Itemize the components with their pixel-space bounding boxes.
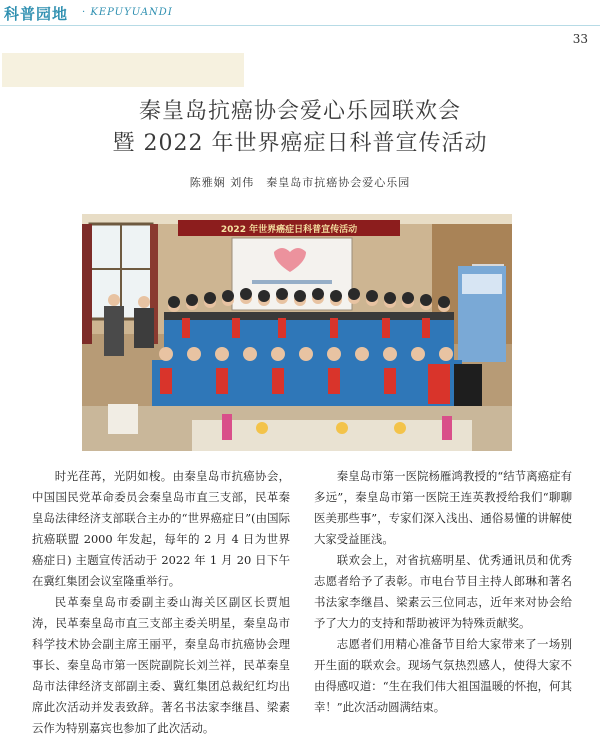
article-title-line2: 暨 2022 年世界癌症日科普宣传活动 [112,131,488,156]
left-column [32,466,290,739]
right-column [314,466,572,718]
section-title: 科普园地 [4,5,69,23]
paragraph: 联欢会上，对省抗癌明星、优秀通讯员和优秀志愿者给予了表彰。市电台节目主持人郎琳和著名书法家李继昌、梁素云三位同志，近年来对协会给予了大力的支持和帮助被评为特殊贡献奖。 [314,553,572,630]
group-photo [82,214,512,451]
paragraph: 秦皇岛市第一医院杨雁鸿教授的“结节离癌症有多远”，秦皇岛市第一医院王连英教授给我们“聊聊医美那些事”，专家们深入浅出、通俗易懂的讲解使大家受益匪浅。 [314,469,572,546]
section-roman-title: · KEPUYUANDI [82,7,173,18]
page-number: 33 [572,32,588,46]
header-rule [0,25,600,26]
paragraph: 民革秦皇岛市委副主委山海关区副区长贾旭涛，民革秦皇岛市直三支部主委关明星，秦皇岛市科学技术协会副主席王丽平，秦皇岛市抗癌协会理事长、秦皇岛市第一医院副院长刘兰祥，民革秦皇岛市法律经济支部副主委、冀红集团总裁纪红均出席此次活动并发表致辞。著名书法家李继昌、梁素云作为特别嘉宾也参加了此次活动。 [32,595,290,735]
page-header [0,0,600,28]
article-byline: 陈雅娴 刘伟 秦皇岛市抗癌协会爱心乐园 [189,176,411,189]
paragraph: 时光荏苒，光阴如梭。由秦皇岛市抗癌协会，中国国民党革命委员会秦皇岛市直三支部，民革秦皇岛法律经济支部联合主办的“世界癌症日”(由国际抗癌联盟 2000 年发起，每年的 2 月 4 日为世界癌症日) 主题宣传活动于 2022 年 1 月 20 日下午在冀红集团会议室隆重举行。 [32,469,290,588]
article-title-line1: 秦皇岛抗癌协会爱心乐园联欢会 [138,99,461,124]
paragraph: 志愿者们用精心准备节目给大家带来了一场别开生面的联欢会。现场气氛热烈感人，使得大家不由得感叹道：“生在我们伟大祖国温暖的怀抱，何其幸！”此次活动圆满结束。 [314,637,572,714]
photo-banner-text: 2022 年世界癌症日科普宣传活动 [220,225,358,235]
decorative-band [2,53,244,87]
